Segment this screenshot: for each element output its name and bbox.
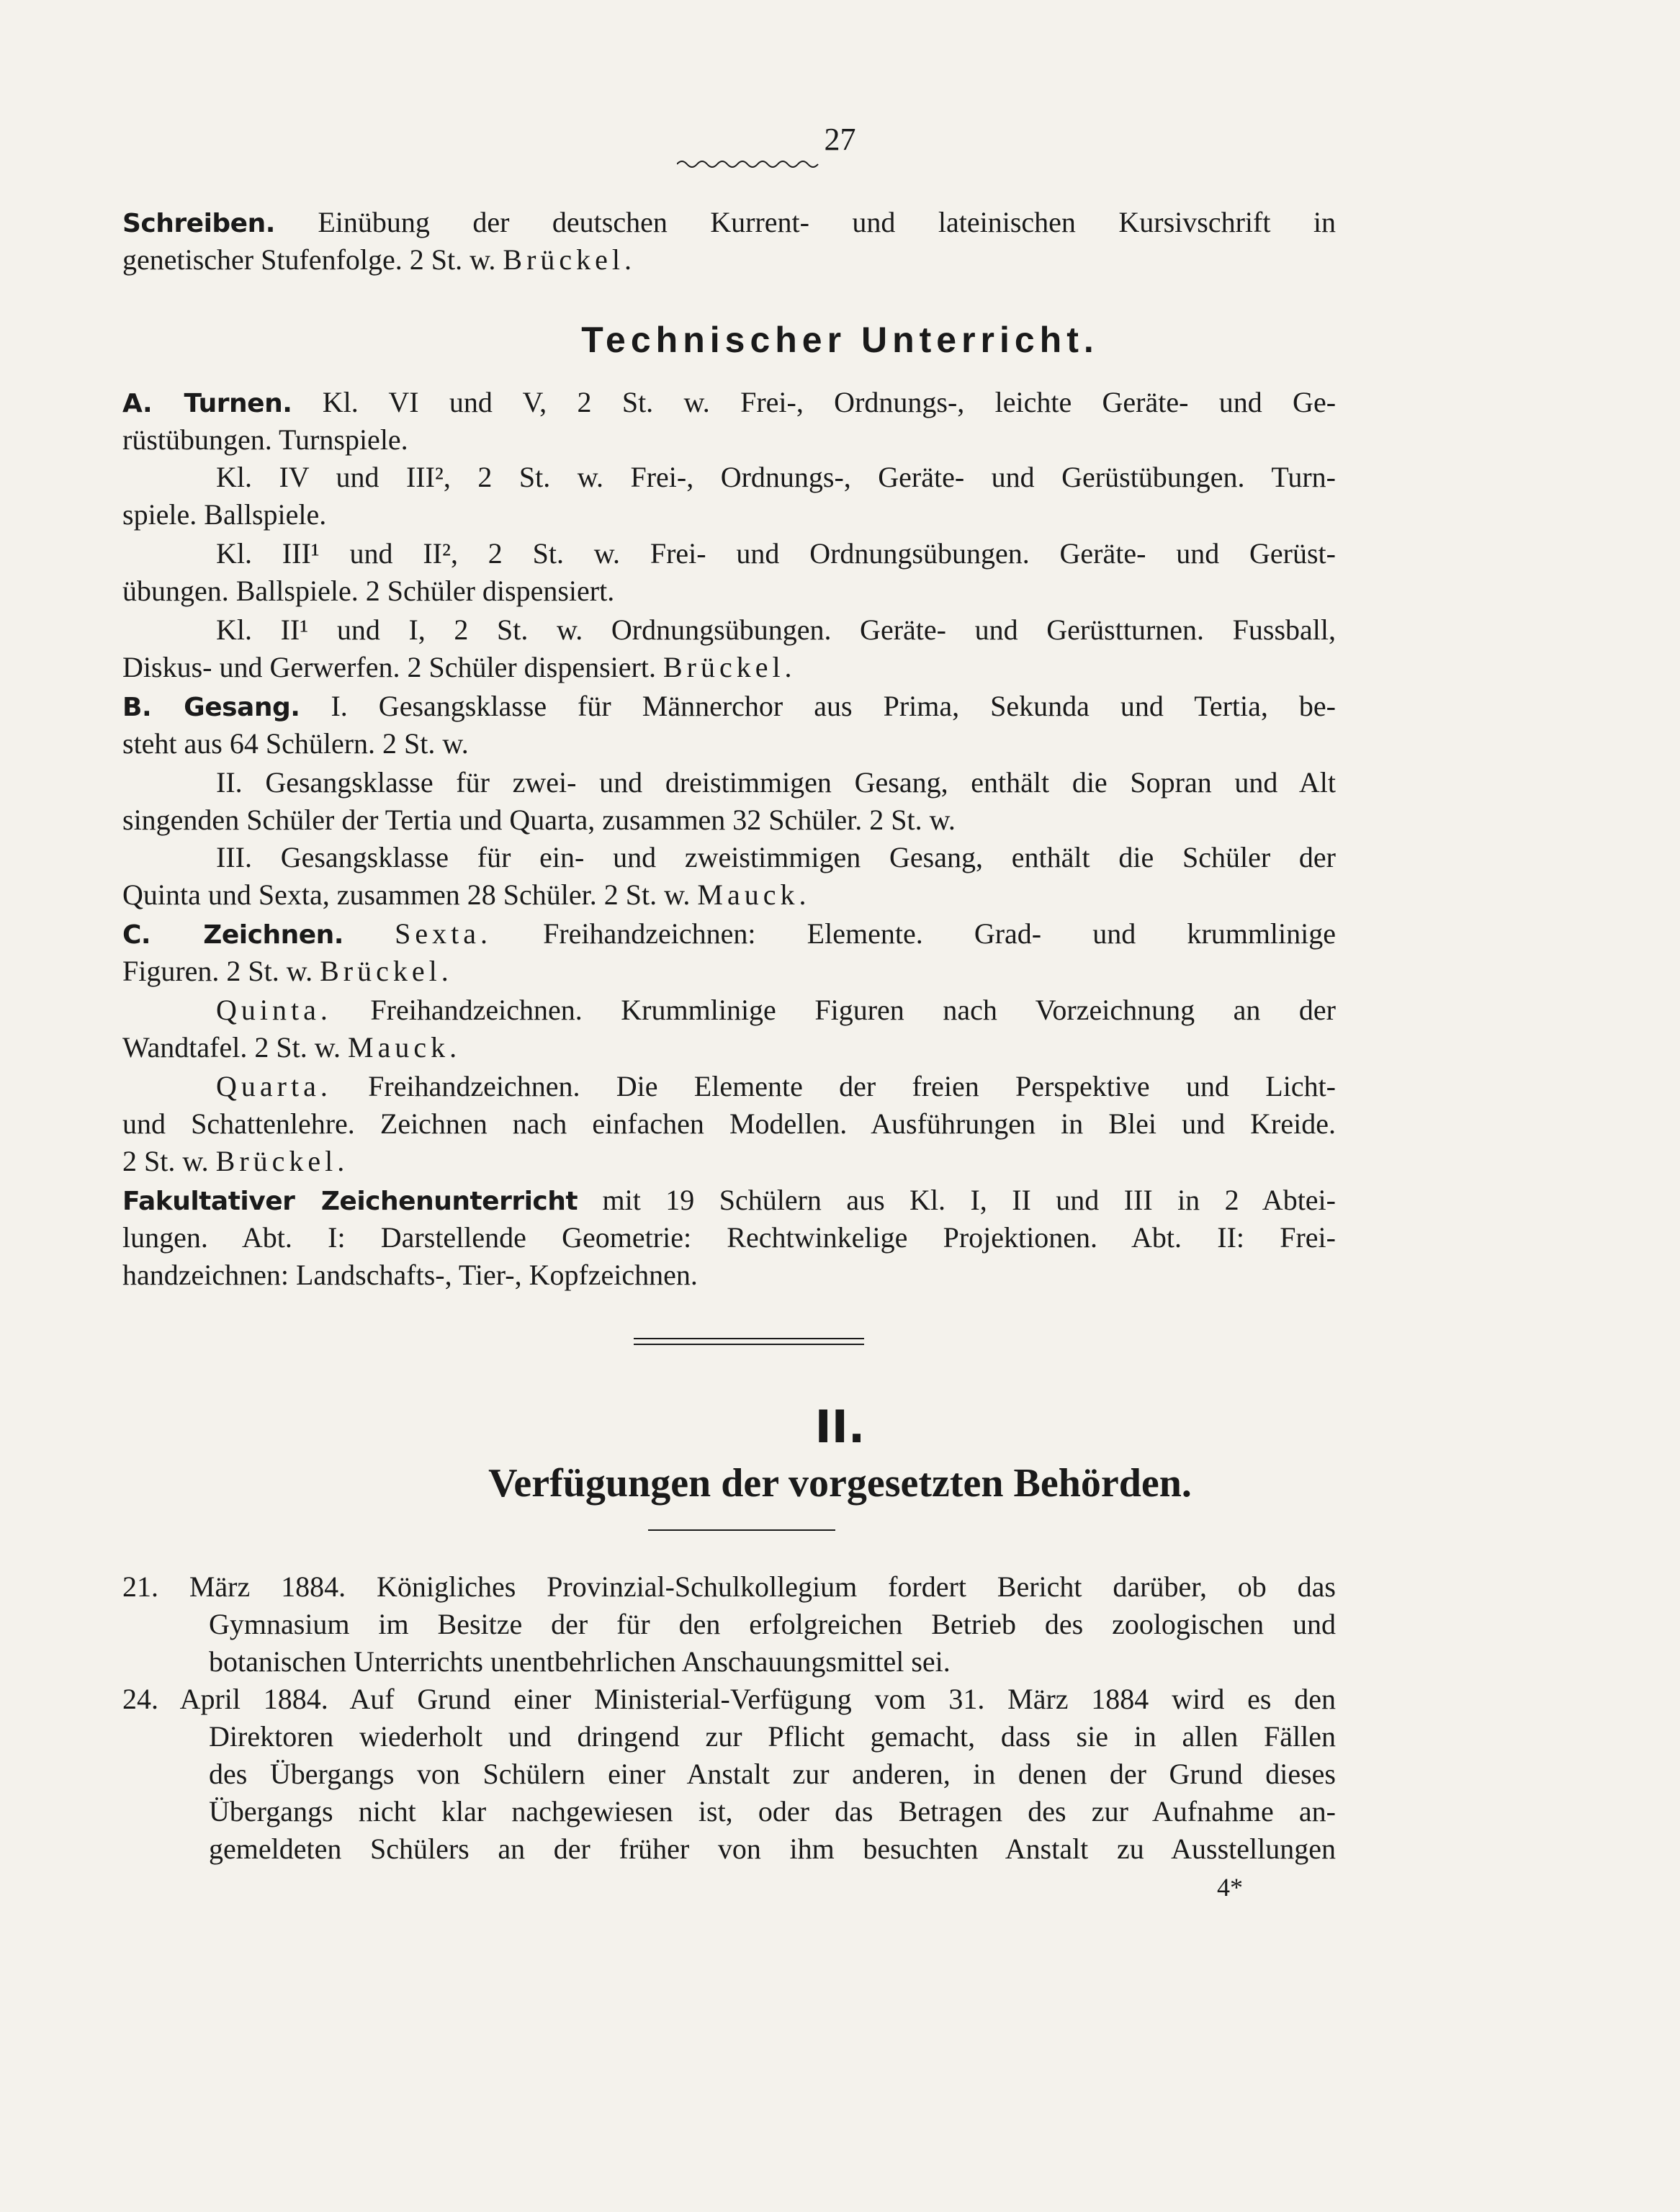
- title-underline: [648, 1529, 835, 1531]
- teacher-name: Brückel.: [320, 955, 453, 987]
- gesang-line-6: Quinta und Sexta, zusammen 28 Schüler. 2 St. w. Mauck.: [122, 878, 811, 911]
- technischer-unterricht-heading: Technischer Unterricht.: [581, 320, 1099, 360]
- schreiben-label: Schreiben.: [122, 209, 275, 238]
- entry-2-line-2: Direktoren wiederholt und dringend zur Pflicht gemacht, dass sie in allen Fällen: [209, 1720, 1336, 1753]
- teacher-name: Mauck.: [348, 1031, 462, 1064]
- gesang-line-4: singenden Schüler der Tertia und Quarta, zusammen 32 Schüler. 2 St. w.: [122, 804, 956, 836]
- separator-rule: [634, 1338, 864, 1339]
- turnen-label: A. Turnen.: [122, 389, 292, 418]
- entry-2-line-3: des Übergangs von Schülern einer Anstalt zur anderen, in denen der Grund dieses: [209, 1758, 1336, 1790]
- schreiben-line-2: genetischer Stufenfolge. 2 St. w. Brückel.: [122, 243, 637, 276]
- class-name: Quarta.: [216, 1070, 332, 1102]
- turnen-line-8: Diskus- und Gerwerfen. 2 Schüler dispensiert. Brückel.: [122, 651, 796, 683]
- signature-mark: 4*: [1217, 1873, 1243, 1902]
- entry-date: 24. April 1884.: [122, 1683, 328, 1715]
- gesang-line-3: II. Gesangsklasse für zwei- und dreistimmigen Gesang, enthält die Sopran und Alt: [216, 766, 1336, 799]
- fakultativ-line-1: Fakultativer Zeichenunterricht mit 19 Schülern aus Kl. I, II und III in 2 Abtei-: [122, 1184, 1336, 1216]
- section-numeral: II.: [814, 1401, 866, 1453]
- entry-2-line-4: Übergangs nicht klar nachgewiesen ist, oder das Betragen des zur Aufnahme an-: [209, 1795, 1336, 1827]
- zeichnen-label: C. Zeichnen.: [122, 920, 343, 950]
- schreiben-line-1: Schreiben. Einübung der deutschen Kurrent- und lateinischen Kursivschrift in: [122, 206, 1337, 238]
- turnen-line-2: rüstübungen. Turnspiele.: [122, 423, 408, 456]
- teacher-name: Brückel.: [503, 243, 637, 276]
- zeichnen-line-3: Quinta. Freihandzeichnen. Krummlinige Figuren nach Vorzeichnung an der: [216, 994, 1336, 1026]
- turnen-line-5: Kl. III¹ und II², 2 St. w. Frei- und Ordnungsübungen. Geräte- und Gerüst-: [216, 537, 1336, 570]
- entry-1-line-1: 21. März 1884. Königliches Provinzial-Schulkollegium fordert Bericht darüber, ob das: [122, 1570, 1336, 1603]
- gesang-line-5: III. Gesangsklasse für ein- und zweistimmigen Gesang, enthält die Schüler der: [216, 841, 1336, 873]
- turnen-line-7: Kl. II¹ und I, 2 St. w. Ordnungsübungen. Geräte- und Gerüstturnen. Fussball,: [216, 613, 1336, 646]
- page-number: 27: [824, 122, 856, 157]
- fakultativ-line-2: lungen. Abt. I: Darstellende Geometrie: Rechtwinkelige Projektionen. Abt. II: Frei-: [122, 1221, 1336, 1254]
- zeichnen-line-6: und Schattenlehre. Zeichnen nach einfachen Modellen. Ausführungen in Blei und Kreide.: [122, 1107, 1336, 1140]
- gesang-line-2: steht aus 64 Schülern. 2 St. w.: [122, 727, 469, 760]
- fakultativ-line-3: handzeichnen: Landschafts-, Tier-, Kopfzeichnen.: [122, 1259, 698, 1291]
- entry-1-line-2: Gymnasium im Besitze der für den erfolgreichen Betrieb des zoologischen und: [209, 1608, 1336, 1640]
- zeichnen-line-2: Figuren. 2 St. w. Brückel.: [122, 955, 453, 987]
- class-name: Quinta.: [216, 994, 332, 1026]
- teacher-name: Brückel.: [215, 1145, 349, 1177]
- page-number-ornament: [677, 158, 821, 170]
- teacher-name: Brückel.: [662, 651, 796, 683]
- teacher-name: Mauck.: [697, 878, 811, 911]
- entry-1-line-3: botanischen Unterrichts unentbehrlichen Anschauungsmittel sei.: [209, 1645, 951, 1678]
- zeichnen-line-5: Quarta. Freihandzeichnen. Die Elemente der freien Perspektive und Licht-: [216, 1070, 1336, 1102]
- separator-rule: [634, 1344, 864, 1345]
- zeichnen-line-4: Wandtafel. 2 St. w. Mauck.: [122, 1031, 462, 1064]
- turnen-line-6: übungen. Ballspiele. 2 Schüler dispensiert.: [122, 575, 615, 607]
- turnen-line-3: Kl. IV und III², 2 St. w. Frei-, Ordnungs-, Geräte- und Gerüstübungen. Turn-: [216, 461, 1336, 493]
- entry-2-line-5: gemeldeten Schülers an der früher von ihm besuchten Anstalt zu Ausstellungen: [209, 1833, 1336, 1865]
- fakultativ-label: Fakultativer Zeichenunterricht: [122, 1187, 578, 1216]
- turnen-line-1: A. Turnen. Kl. VI und V, 2 St. w. Frei-, Ordnungs-, leichte Geräte- und Ge-: [122, 386, 1337, 418]
- section-title: Verfügungen der vorgesetzten Behörden.: [488, 1461, 1192, 1506]
- entry-2-line-1: 24. April 1884. Auf Grund einer Ministerial-Verfügung vom 31. März 1884 wird es den: [122, 1683, 1337, 1715]
- class-name: Sexta.: [395, 917, 492, 950]
- zeichnen-line-7: 2 St. w. Brückel.: [122, 1145, 349, 1177]
- gesang-line-1: B. Gesang. I. Gesangsklasse für Männerchor aus Prima, Sekunda und Tertia, be-: [122, 690, 1337, 722]
- turnen-line-4: spiele. Ballspiele.: [122, 498, 327, 531]
- zeichnen-line-1: C. Zeichnen. Sexta. Freihandzeichnen: Elemente. Grad- und krummlinige: [122, 917, 1337, 950]
- gesang-label: B. Gesang.: [122, 693, 300, 722]
- entry-date: 21. März 1884.: [122, 1570, 346, 1603]
